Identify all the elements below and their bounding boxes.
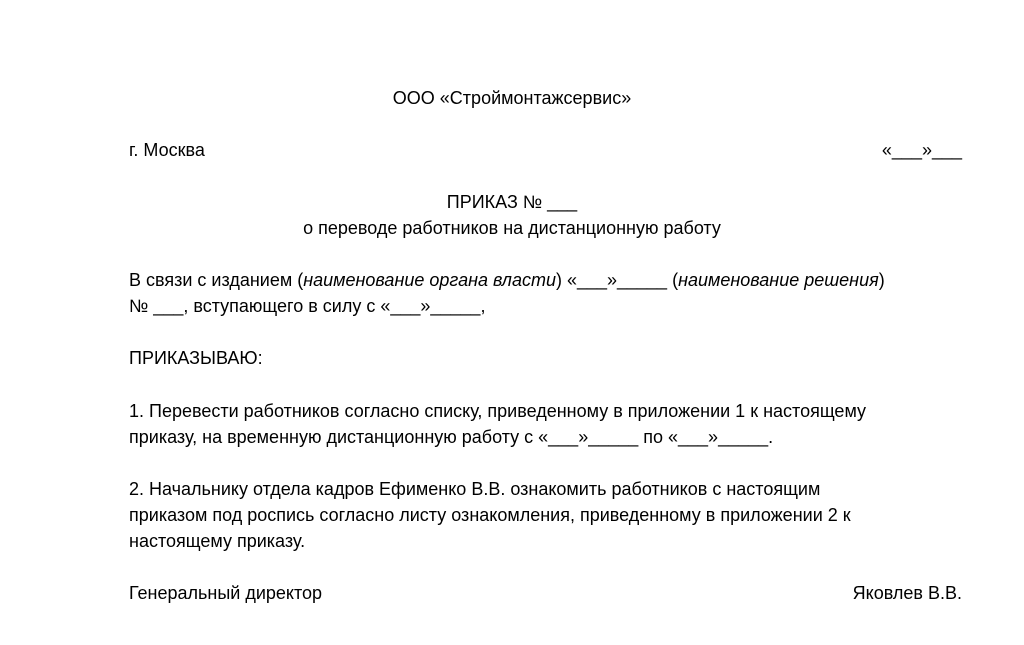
preamble-text: ) «___»_____ ( <box>555 270 679 290</box>
item-2-line-2: приказом под роспись согласно листу ознакомления, приведенному в приложении 2 к <box>129 505 851 525</box>
item-1-line-2: приказу, на временную дистанционную работу с «___»_____ по «___»_____. <box>129 427 774 447</box>
city: г. Москва <box>129 140 205 160</box>
preamble-line-2: № ___, вступающего в силу с «___»_____, <box>129 296 486 316</box>
signature-position: Генеральный директор <box>129 583 323 603</box>
date-placeholder: «___»___ <box>881 140 962 160</box>
organization-name: ООО «Строймонтажсервис» <box>392 88 632 108</box>
preamble-text: В связи с изданием ( <box>129 270 304 290</box>
preamble-decision: наименование решения <box>678 270 879 290</box>
preamble-line-1 <box>129 269 885 291</box>
order-title: ПРИКАЗ № ___ <box>446 192 578 212</box>
order-word: ПРИКАЗЫВАЮ: <box>129 348 263 368</box>
preamble-text: ) <box>878 270 885 290</box>
preamble-authority: наименование органа власти <box>303 270 556 290</box>
item-2-line-3: настоящему приказу. <box>129 531 306 551</box>
order-subtitle: о переводе работников на дистанционную работу <box>303 218 721 238</box>
signature-name: Яковлев В.В. <box>852 583 962 603</box>
item-1-line-1: 1. Перевести работников согласно списку, приведенному в приложении 1 к настоящему <box>129 401 867 421</box>
item-2-line-1: 2. Начальнику отдела кадров Ефименко В.В. ознакомить работников с настоящим <box>129 479 821 499</box>
